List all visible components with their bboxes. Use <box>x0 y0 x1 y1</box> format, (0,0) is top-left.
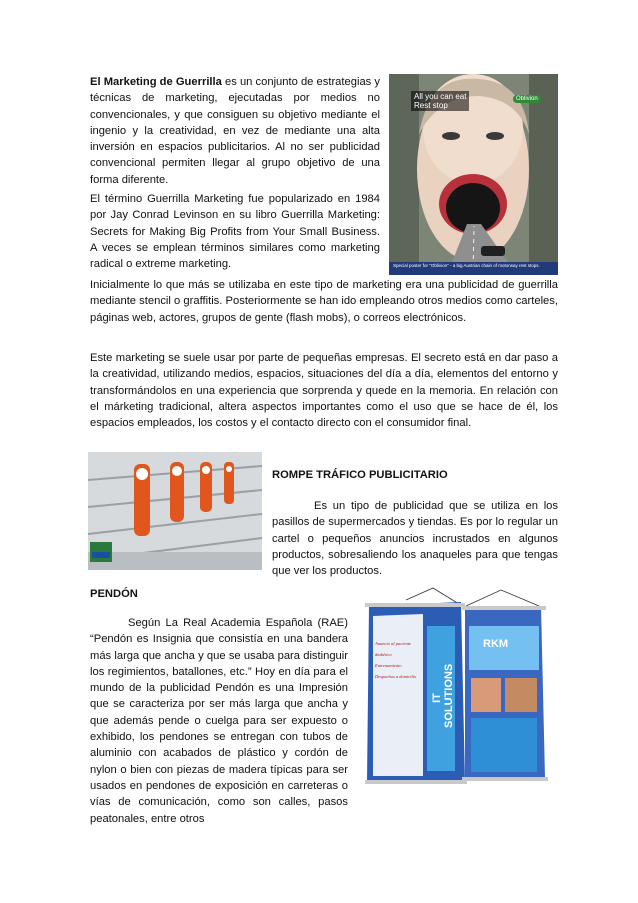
section-heading-rompe-trafico: ROMPE TRÁFICO PUBLICITARIO <box>272 469 448 481</box>
rompe-trafico-paragraph: Es un tipo de publicidad que se utiliza en los pasillos de supermercados y tiendas. Es por lo regular un cartel o pequeños anuncios incrustados en algunos productos, sobresaliendo los anaqueles para que tengas que ver los productos. <box>272 500 558 578</box>
banner-line-3: Despachos a domicilio <box>375 674 417 679</box>
ad-headline-2: Rest stop <box>414 101 448 110</box>
media-paragraph <box>90 277 558 326</box>
ad-headline <box>411 91 469 111</box>
creativity-paragraph: Este marketing se suele usar por parte de pequeñas empresas. El secreto está en dar paso a la creatividad, utilizando medios, espacios, situaciones del día a día, elementos del entorno y transformándolos en una experiencia que sorprenda y quede en la memoria. En relación con el márketing tradicional, altera aspectos importantes como el uso que se hace de él, los espacios empleados, los costos y el contacto directo con el consumidor final. <box>90 352 558 430</box>
banners-graphic <box>361 586 551 784</box>
section-heading-pendon: PENDÓN <box>90 588 138 600</box>
banner-right-brand: RKM <box>483 638 509 650</box>
intro-paragraph <box>90 74 380 188</box>
banner-left-lines <box>375 638 423 682</box>
aisle-graphic <box>88 452 262 570</box>
media-body: Inicialmente lo que más se utilizaba en este tipo de marketing era una publicidad de guerrilla mediante stencil o graffitis. Posteriormente se han ido empleando otros medios como carteles, páginas web, actores, grupos de gente (flash mobs), o correos electrónicos. <box>90 279 558 324</box>
banner-vertical-text: IT SOLUTIONS <box>431 663 455 728</box>
ad-headline-1: All you can eat <box>414 92 467 101</box>
ad-brand-logo: Oblivion <box>513 95 541 103</box>
hanging-banners-image <box>361 586 551 784</box>
pendon-paragraph: Según La Real Academia Española (RAE) “Pendón es Insignia que consistía en una bandera más larga que ancha y que se usaba para distinguir los regimientos, batallones, etc.” Hoy en día para el mundo de la publicidad Pendón es una Impresión que se caracteriza por ser más larga que ancha y que además pende o cuelga para ser expuesto o exhibido, los pendones se entregan con tubos de aluminio con acabados de plástico y cordón de nylon o bien con piezas de madera típicas para ser usados en pendones de exposición en carreteras o vías de comunicación, como son calles, pasos peatonales, entre otros <box>90 617 348 825</box>
banner-line-1: Anuncio al paciente diabético <box>375 641 411 657</box>
tunnel-ad-image <box>389 74 558 275</box>
banner-line-2: Entrenamiento <box>375 663 402 668</box>
history-paragraph: El término Guerrilla Marketing fue popularizado en 1984 por Jay Conrad Levinson en su libro Guerrilla Marketing: Secrets for Making Big Profits from Your Small Business. A veces se emplean términos similares como marketing radical o extreme marketing. <box>90 193 380 271</box>
intro-body: es un conjunto de estrategias y técnicas de marketing, ejecutadas por medios no convencionales, y que consiguen su objetivo mediante el ingenio y la creatividad, en vez de mediante una alta inversión en espacios publicitarios. Al no ser publicidad convencional permiten llegar al grupo objetivo de una forma diferente. <box>90 76 380 186</box>
intro-lead: El Marketing de Guerrilla <box>90 76 222 88</box>
supermarket-aisle-image <box>88 452 262 570</box>
ad-caption: Special poster for "Oblivion" - a big Austrian chain of motorway rest stops. <box>393 263 540 268</box>
